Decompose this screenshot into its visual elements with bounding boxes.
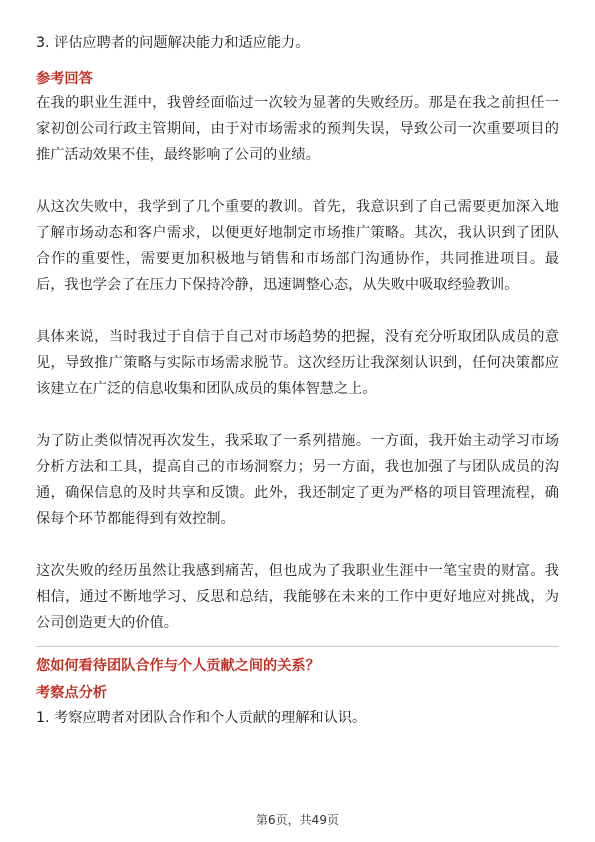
section-divider [36, 646, 559, 647]
next-question-title: 您如何看待团队合作与个人贡献之间的关系？ [36, 658, 320, 674]
page-number-footer: 第6页，共49页 [256, 813, 339, 827]
answer-paragraph-1: 在我的职业生涯中，我曾经面临过一次较为显著的失败经历。那是在我之前担任一家初创公司行政主管期间，由于对市场需求的预判失误，导致公司一次重要项目的推广活动效果不佳，最终影响了公司的业绩。 [36, 95, 559, 163]
evaluation-point-item: 3. 评估应聘者的问题解决能力和适应能力。 [36, 35, 310, 51]
answer-paragraph-4: 为了防止类似情况再次发生，我采取了一系列措施。一方面，我开始主动学习市场分析方法和工具，提高自己的市场洞察力；另一方面，我也加强了与团队成员的沟通，确保信息的及时共享和反馈。此外，我还制定了更为严格的项目管理流程，确保每个环节都能得到有效控制。 [36, 433, 559, 527]
answer-paragraph-3: 具体来说，当时我过于自信于自己对市场趋势的把握，没有充分听取团队成员的意见，导致推广策略与实际市场需求脱节。这次经历让我深刻认识到，任何决策都应该建立在广泛的信息收集和团队成员的集体智慧之上。 [36, 329, 559, 397]
analysis-item: 1. 考察应聘者对团队合作和个人贡献的理解和认识。 [36, 710, 367, 726]
answer-paragraph-2: 从这次失败中，我学到了几个重要的教训。首先，我意识到了自己需要更加深入地了解市场动态和客户需求，以便更好地制定市场推广策略。其次，我认识到了团队合作的重要性，需要更加积极地与销售和市场部门沟通协作，共同推进项目。最后，我也学会了在压力下保持冷静，迅速调整心态，从失败中吸取经验教训。 [36, 199, 559, 293]
answer-paragraph-5: 这次失败的经历虽然让我感到痛苦，但也成为了我职业生涯中一笔宝贵的财富。我相信，通过不断地学习、反思和总结，我能够在未来的工作中更好地应对挑战，为公司创造更大的价值。 [36, 563, 559, 631]
page-content [36, 30, 559, 731]
analysis-heading: 考察点分析 [36, 685, 107, 701]
answer-heading: 参考回答 [36, 71, 93, 87]
